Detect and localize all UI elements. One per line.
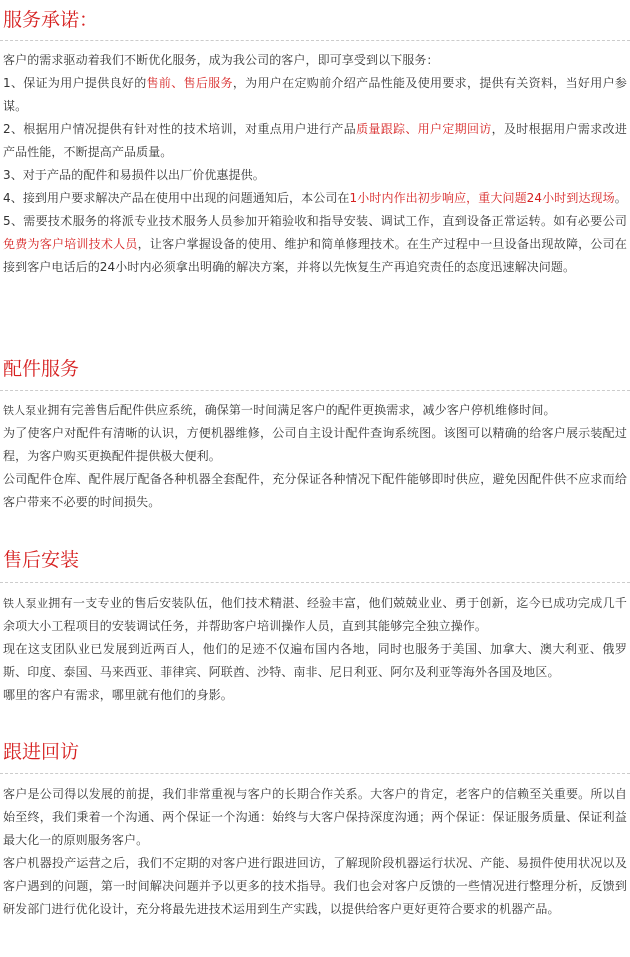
paragraph [3, 422, 627, 468]
divider [0, 773, 630, 774]
text-run: 为了使客户对配件有清晰的认识，方便机器维修，公司自主设计配件查询系统图。该图可以精确的给客户展示装配过程，为客户购买更换配件提供极大便利。 [3, 426, 627, 463]
highlighted-text: 1小时内作出初步响应，重大问题24小时到达现场 [349, 191, 615, 205]
paragraph [3, 187, 627, 210]
text-run: 客户的需求驱动着我们不断优化服务，成为我公司的客户，即可享受到以下服务： [3, 53, 439, 67]
section-title: 跟进回访 [3, 741, 80, 763]
paragraph [3, 164, 627, 187]
text-run: 。 [614, 191, 627, 205]
text-run: ，及时根据用户需求改进产品性能，不断提高产品质量。 [3, 122, 627, 159]
highlighted-text: 质量跟踪、用户定期回访 [356, 122, 492, 136]
text-run: ，为用户在定购前介绍产品性能及使用要求，提供有关资料，当好用户参谋。 [3, 76, 628, 113]
highlighted-text: 售前、售后服务 [146, 76, 233, 90]
text-run: 客户机器投产运营之后，我们不定期的对客户进行跟进回访，了解现阶段机器运行状况、产能、易损件使用状况以及客户遇到的问题，第一时间解决问题并予以更多的技术指导。我们也会对客户反馈的一些情况进行整理分析，反馈到研发部门进行优化设计，充分将最先进技术运用到生产实践，以提供给客户更好更符合要求的机器产品。 [3, 856, 627, 916]
section-title: 售后安装 [3, 549, 80, 571]
text-run: 公司配件仓库、配件展厅配备各种机器全套配件，充分保证各种情况下配件能够即时供应，避免因配件供不应求而给客户带来不必要的时间损失。 [3, 472, 627, 509]
paragraph [3, 684, 627, 707]
section-body [3, 783, 627, 921]
paragraph [3, 399, 627, 422]
text-run: 拥有完善售后配件供应系统，确保第一时间满足客户的配件更换需求，减少客户停机维修时间。 [47, 403, 556, 417]
text-run: 3、对于产品的配件和易损件以出厂价优惠提供。 [3, 168, 265, 182]
brand-name: 铁人泵业 [3, 404, 48, 417]
paragraph [3, 49, 627, 72]
divider [0, 390, 630, 391]
paragraph [3, 783, 627, 852]
text-run: 5、需要技术服务的将派专业技术服务人员参加开箱验收和指导安装、调试工作，直到设备正常运转。如有必要公司 [3, 214, 627, 228]
text-run: 2、根据用户情况提供有针对性的技术培训，对重点用户进行产品 [3, 122, 357, 136]
paragraph [3, 592, 627, 638]
text-run: 拥有一支专业的售后安装队伍，他们技术精湛、经验丰富，他们兢兢业业、勇于创新，迄今已成功完成几千余项大小工程项目的安装调试任务，并帮助客户培训操作人员，直到其能够完全独立操作。 [3, 596, 627, 633]
text-run: 1、保证为用户提供良好的 [3, 76, 147, 90]
section-body [3, 399, 627, 514]
section-body [3, 49, 627, 279]
section-title: 服务承诺： [3, 9, 99, 31]
paragraph [3, 72, 627, 118]
text-run: 4、接到用户要求解决产品在使用中出现的问题通知后，本公司在 [3, 191, 350, 205]
paragraph [3, 468, 627, 514]
paragraph [3, 210, 627, 279]
section-title: 配件服务 [3, 358, 80, 380]
divider [0, 582, 630, 583]
text-run: 现在这支团队业已发展到近两百人，他们的足迹不仅遍布国内各地，同时也服务于美国、加拿大、澳大利亚、俄罗斯、印度、泰国、马来西亚、菲律宾、阿联酋、沙特、南非、尼日利亚、阿尔及利亚等海外各国及地区。 [3, 642, 627, 679]
text-run: ，让客户掌握设备的使用、维护和简单修理技术。在生产过程中一旦设备出现故障，公司在接到客户电话后的24小时内必须拿出明确的解决方案，并将以先恢复生产再追究责任的态度迅速解决问题。 [3, 237, 627, 274]
paragraph [3, 852, 627, 921]
text-run: 客户是公司得以发展的前提，我们非常重视与客户的长期合作关系。大客户的肯定，老客户的信赖至关重要。所以自始至终，我们秉着一个沟通、两个保证一个沟通：始终与大客户保持深度沟通；两个保证：保证服务质量、保证利益最大化一的原则服务客户。 [3, 787, 627, 847]
text-run: 哪里的客户有需求，哪里就有他们的身影。 [3, 688, 233, 702]
paragraph [3, 638, 627, 684]
brand-name: 铁人泵业 [3, 597, 49, 610]
section-body [3, 592, 627, 707]
divider [0, 40, 630, 41]
paragraph [3, 118, 627, 164]
highlighted-text: 免费为客户培训技术人员 [3, 237, 138, 251]
